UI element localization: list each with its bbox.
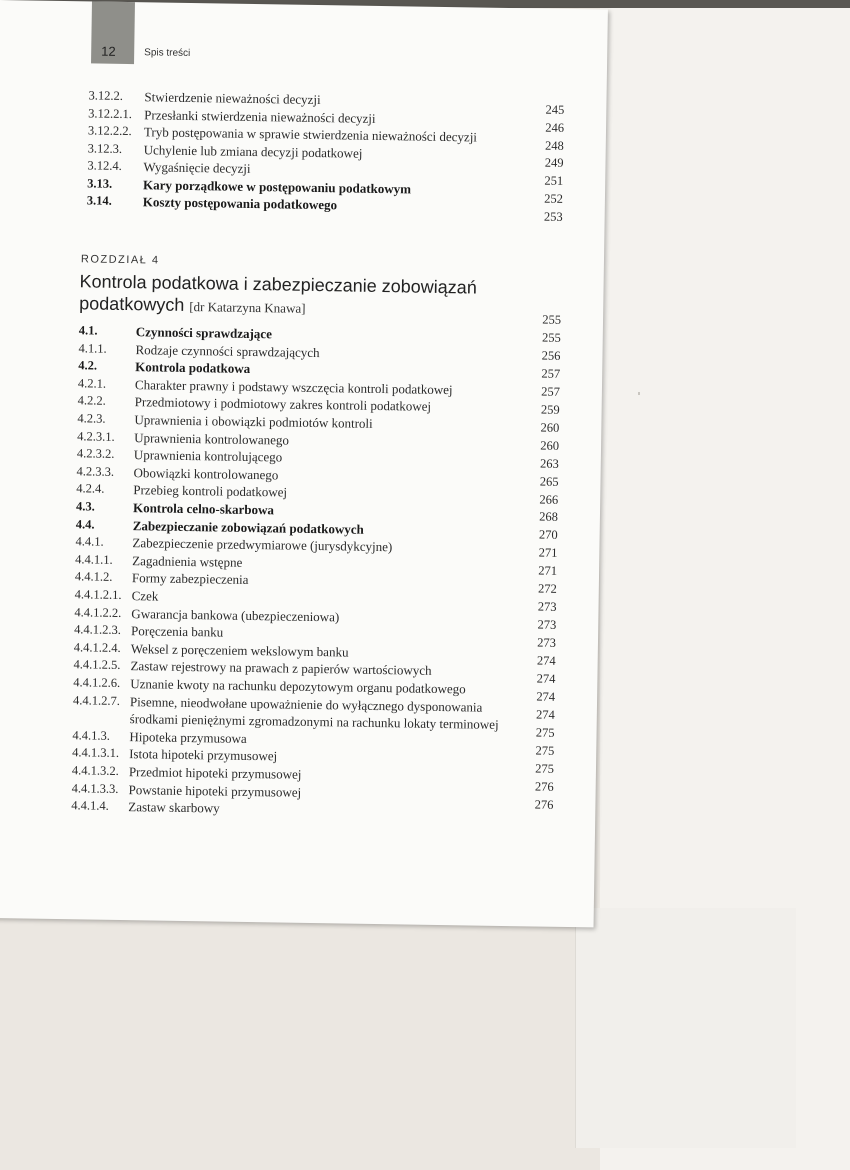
toc-entry-number: 4.4.1.2.4. <box>73 640 121 655</box>
toc-page-number: 268 <box>539 509 559 525</box>
toc-entry-number: 4.2. <box>78 358 98 373</box>
toc-page-number: 271 <box>538 545 558 561</box>
toc-page-number: 248 <box>544 138 564 153</box>
toc-entry-number: 4.4.1.3.1. <box>72 745 120 761</box>
toc-page-number: 255 <box>542 312 562 327</box>
toc-entry-number: 4.2.1. <box>77 376 107 391</box>
toc-entry-title: Kontrola celno-skarbowa <box>132 500 275 518</box>
toc-page-number: 274 <box>536 653 556 668</box>
toc-page-number: 270 <box>538 527 558 543</box>
toc-entry-title: Czynności sprawdzające <box>135 324 273 342</box>
toc-entry-number: 4.4.1.2.3. <box>74 622 122 638</box>
toc-entry-title: Przedmiot hipoteki przymusowej <box>128 764 302 782</box>
toc-page-number: 275 <box>535 743 555 758</box>
toc-entry-title: Koszty postępowania podatkowego <box>142 194 338 213</box>
toc-page-number: 249 <box>544 155 564 171</box>
toc-page-number: 272 <box>537 581 557 597</box>
chapter-title-line-2 <box>79 293 306 318</box>
toc-entry-number: 4.4.1.2.6. <box>73 675 121 690</box>
toc-entry-title: Hipoteka przymusowa <box>129 728 247 746</box>
toc-entry-number: 4.4.1.2.5. <box>73 657 121 673</box>
toc-entry-number: 4.2.4. <box>76 481 105 497</box>
toc-entry-title: Obowiązki kontrolowanego <box>133 464 279 483</box>
toc-entry-title: Gwarancja bankowa (ubezpieczeniowa) <box>131 605 340 624</box>
toc-page-number: 257 <box>541 366 561 381</box>
toc-entry-title: Uprawnienia i obowiązki podmiotów kontroli <box>134 412 373 431</box>
toc-page-number: 255 <box>541 330 561 345</box>
toc-page-number: 276 <box>534 797 554 812</box>
toc-entry-number: 4.4.1.2.1. <box>74 587 122 602</box>
toc-entry-number: 4.3. <box>75 499 95 514</box>
toc-page-number: 273 <box>537 635 557 650</box>
toc-entry-number: 4.4.1. <box>75 534 104 549</box>
toc-entry-number: 4.4.1.3. <box>72 728 111 743</box>
toc-entry-title: Poręczenia banku <box>130 623 224 640</box>
chapter-label: ROZDZIAŁ 4 <box>80 253 160 267</box>
toc-entry-title: Przedmiotowy i podmiotowy zakres kontroli podatkowej <box>134 394 432 415</box>
toc-entry-number: 4.2.2. <box>77 393 106 409</box>
toc-entry-title: Pisemne, nieodwołane upoważnienie do wyłącznego dysponowania <box>129 693 483 715</box>
toc-entry-title: Zastaw rejestrowy na prawach z papierów wartościowych <box>130 658 432 679</box>
toc-entry-title: Przesłanki stwierdzenia nieważności decyzji <box>144 106 376 126</box>
toc-entry-title: Weksel z poręczeniem wekslowym banku <box>130 640 349 660</box>
toc-entry-title: Wygaśnięcie decyzji <box>143 159 251 176</box>
chapter-title-line-2-text: podatkowych <box>79 293 185 315</box>
toc-entry-number: 4.4.1.2.7. <box>72 692 120 708</box>
toc-entry-number: 3.12.2.2. <box>87 123 132 139</box>
toc-page-number: 274 <box>536 671 556 686</box>
toc-entry-title: Kary porządkowe w postępowaniu podatkowym <box>143 176 412 196</box>
toc-entry-number: 4.1.1. <box>78 340 107 356</box>
toc-entry-title: Uchylenie lub zmiana decyzji podatkowej <box>143 141 363 161</box>
toc-page-number: 260 <box>540 438 560 453</box>
underlying-page-corner <box>575 908 796 1148</box>
toc-entry-number: 3.13. <box>87 175 113 191</box>
toc-page-number: 271 <box>538 563 558 579</box>
toc-entry-title: Charakter prawny i podstawy wszczęcia kontroli podatkowej <box>134 376 453 397</box>
toc-page-number: 266 <box>539 492 559 507</box>
toc-page-number: 256 <box>541 348 561 363</box>
toc-page-number: 265 <box>539 474 559 489</box>
toc-entry-number: 3.12.2. <box>88 88 123 103</box>
toc-entry-title: Tryb postępowania w sprawie stwierdzenia nieważności decyzji <box>143 124 478 145</box>
toc-page-number: 276 <box>534 779 554 794</box>
toc-entry-title: Rodzaje czynności sprawdzających <box>135 341 320 360</box>
toc-entry-title: Uprawnienia kontrolowanego <box>134 429 290 448</box>
toc-entry-number: 4.4.1.1. <box>75 552 113 567</box>
toc-entry-number: 4.4.1.3.3. <box>71 780 119 796</box>
toc-entry-title: Stwierdzenie nieważności decyzji <box>144 89 321 108</box>
toc-page-number: 260 <box>540 420 560 435</box>
toc-entry-number: 4.4.1.2. <box>74 569 113 585</box>
toc-entry-title: Formy zabezpieczenia <box>131 570 249 588</box>
toc-entry-number: 4.2.3.3. <box>76 464 115 479</box>
paper-speck <box>638 392 640 395</box>
toc-entry-title: Zagadnienia wstępne <box>132 552 243 570</box>
toc-entry-title: Zabezpieczenie przedwymiarowe (jurysdykcyjne) <box>132 535 393 555</box>
toc-page-number: 245 <box>545 102 565 117</box>
toc-page-number: 252 <box>544 191 564 206</box>
toc-entry-title: Zastaw skarbowy <box>128 799 220 816</box>
toc-entry-number: 4.1. <box>78 323 98 338</box>
toc-entry-number: 4.2.3.1. <box>77 428 115 444</box>
toc-page-number: 273 <box>537 599 557 615</box>
toc-entry-title: Istota hipoteki przymusowej <box>129 746 278 764</box>
chapter-title-line-1: Kontrola podatkowa i zabezpieczanie zobowiązań <box>79 271 477 298</box>
toc-entry-title: Przebieg kontroli podatkowej <box>133 482 288 500</box>
toc-entry-title: środkami pieniężnymi zgromadzonymi na rachunku lokaty terminowej <box>129 711 499 733</box>
toc-entry-number: 4.4.1.2.2. <box>74 604 122 620</box>
toc-entry-title: Uznanie kwoty na rachunku depozytowym organu podatkowego <box>130 676 466 697</box>
toc-entry-number: 3.14. <box>86 193 112 208</box>
toc-entry-title: Czek <box>131 588 159 604</box>
toc-entry-number: 3.12.3. <box>87 140 123 156</box>
toc-page-number: 253 <box>543 209 563 224</box>
toc-page-number: 257 <box>541 384 561 399</box>
toc-page-number: 246 <box>545 120 565 135</box>
toc-page-number: 274 <box>536 689 556 704</box>
toc-page-number: 275 <box>535 761 555 776</box>
toc-entry-number: 4.4.1.3.2. <box>71 763 119 778</box>
toc-entry-title: Kontrola podatkowa <box>135 359 251 377</box>
toc-page-number: 251 <box>544 173 564 189</box>
toc-page-number: 273 <box>537 617 557 632</box>
toc-entry-number: 3.12.4. <box>87 158 122 173</box>
toc-entry-number: 4.4. <box>75 516 95 532</box>
toc-entry-number: 4.4.1.4. <box>71 798 109 813</box>
running-head: Spis treści <box>144 47 191 59</box>
toc-entry-number: 4.2.3. <box>77 411 106 426</box>
toc-page-number: 274 <box>535 707 555 722</box>
page-number: 12 <box>101 43 116 59</box>
underlying-page-background <box>0 910 600 1170</box>
toc-entry-title: Powstanie hipoteki przymusowej <box>128 781 302 800</box>
chapter-author: [dr Katarzyna Knawa] <box>189 299 306 316</box>
toc-page-number: 263 <box>539 456 559 471</box>
toc-page-number: 259 <box>540 402 560 417</box>
toc-page-number: 275 <box>535 725 555 740</box>
toc-entry-title: Zabezpieczanie zobowiązań podatkowych <box>132 517 364 537</box>
toc-entry-title: Uprawnienia kontrolującego <box>133 447 283 465</box>
toc-entry-number: 3.12.2.1. <box>88 105 133 121</box>
toc-entry-number: 4.2.3.2. <box>76 446 115 462</box>
